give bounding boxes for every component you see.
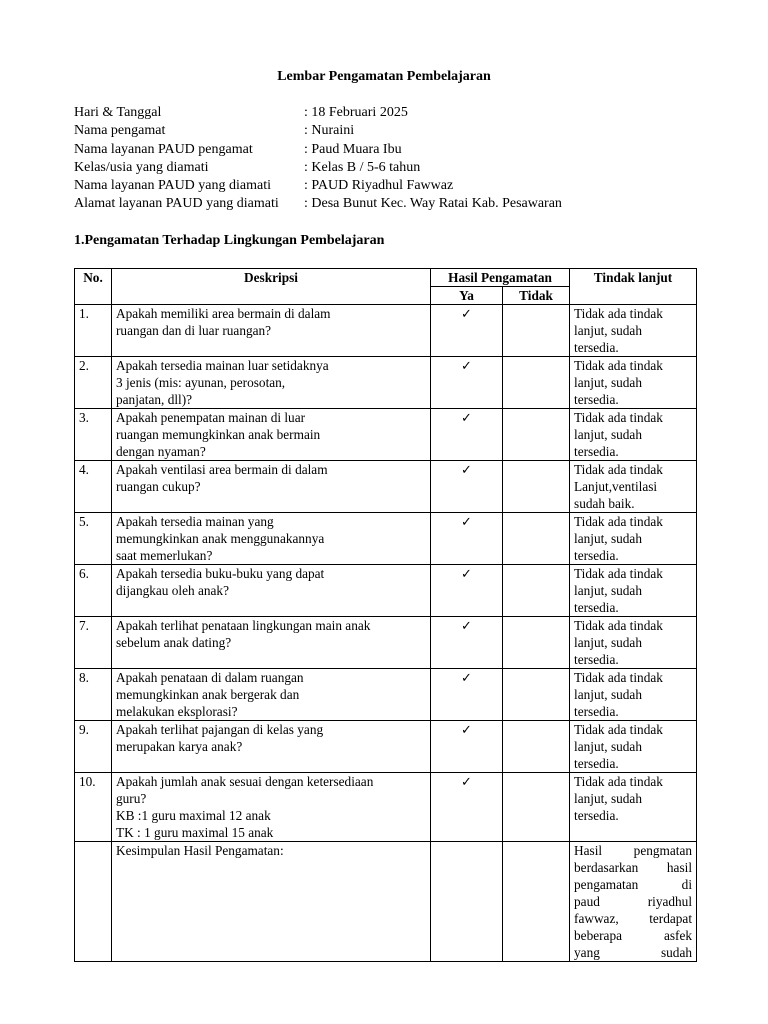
row-description-line: ruangan memungkinkan anak bermain [116,427,321,442]
cell-tidak [503,305,570,357]
row-description [112,305,431,357]
row-description-line: Apakah ventilasi area bermain di dalam [116,462,328,477]
row-number: 8. [75,669,112,721]
observation-table [74,268,697,962]
row-tindak-lanjut [570,721,697,773]
row-description-line: sebelum anak dating? [116,635,232,650]
row-number: 5. [75,513,112,565]
info-key: Nama layanan PAUD yang diamati [74,178,271,194]
document-title: Lembar Pengamatan Pembelajaran [277,69,491,84]
row-tindak-lanjut-line: Tidak ada tindak [574,462,663,477]
conclusion-empty-ya [431,842,503,962]
row-tindak-lanjut-line: lanjut, sudah [574,687,642,702]
row-description-line: melakukan eksplorasi? [116,704,238,719]
row-description-line: dengan nyaman? [116,444,206,459]
conclusion-text-line: pengamatan di [574,877,693,892]
conclusion-empty-tidak [503,842,570,962]
row-tindak-lanjut-line: lanjut, sudah [574,791,642,806]
section-title: 1.Pengamatan Terhadap Lingkungan Pembelajaran [74,233,385,248]
info-key: Nama pengamat [74,123,166,139]
table-row [75,721,697,773]
check-ya-icon: ✓ [431,669,503,721]
conclusion-text-line: paud riyadhul [574,894,693,909]
row-tindak-lanjut-line: tersedia. [574,340,619,355]
row-tindak-lanjut [570,461,697,513]
row-description-line: Apakah tersedia mainan yang [116,514,274,529]
table-row [75,305,697,357]
conclusion-row [75,842,697,962]
row-description-line: Apakah penataan di dalam ruangan [116,670,304,685]
check-ya-icon: ✓ [431,357,503,409]
info-block [74,104,562,214]
row-description-line: 3 jenis (mis: ayunan, perosotan, [116,375,286,390]
table-row [75,409,697,461]
row-tindak-lanjut-line: Tidak ada tindak [574,670,663,685]
row-description-line: Apakah penempatan mainan di luar [116,410,306,425]
row-description-line: ruangan cukup? [116,479,201,494]
row-tindak-lanjut-line: lanjut, sudah [574,323,642,338]
info-row [74,141,562,159]
row-tindak-lanjut-line: tersedia. [574,652,619,667]
check-ya-icon: ✓ [431,721,503,773]
row-tindak-lanjut [570,409,697,461]
header-no: No. [75,269,112,305]
info-value: : Desa Bunut Kec. Way Ratai Kab. Pesawaran [304,196,562,212]
table-row [75,513,697,565]
row-tindak-lanjut [570,773,697,842]
row-description [112,773,431,842]
info-row [74,177,562,195]
row-description-line: memungkinkan anak bergerak dan [116,687,300,702]
table-row [75,617,697,669]
row-description-line: Apakah tersedia buku-buku yang dapat [116,566,325,581]
table-row [75,461,697,513]
row-tindak-lanjut-line: tersedia. [574,600,619,615]
row-description-line: Apakah memiliki area bermain di dalam [116,306,331,321]
conclusion-text-line: yang sudah [574,945,693,960]
row-tindak-lanjut-line: sudah baik. [574,496,635,511]
row-number: 6. [75,565,112,617]
header-tidak: Tidak [503,287,570,305]
row-tindak-lanjut-line: Tidak ada tindak [574,514,663,529]
row-description [112,461,431,513]
row-tindak-lanjut-line: lanjut, sudah [574,375,642,390]
row-tindak-lanjut-line: tersedia. [574,704,619,719]
cell-tidak [503,617,570,669]
cell-tidak [503,409,570,461]
cell-tidak [503,357,570,409]
row-number: 4. [75,461,112,513]
header-hasil-pengamatan: Hasil Pengamatan [431,269,570,287]
row-description-line: dijangkau oleh anak? [116,583,229,598]
row-description-line: KB :1 guru maximal 12 anak [116,808,271,823]
check-ya-icon: ✓ [431,513,503,565]
conclusion-text [570,842,697,962]
row-tindak-lanjut [570,669,697,721]
row-description-line: ruangan dan di luar ruangan? [116,323,272,338]
info-key: Kelas/usia yang diamati [74,159,209,175]
row-description-line: guru? [116,791,147,806]
row-tindak-lanjut-line: tersedia. [574,392,619,407]
check-ya-icon: ✓ [431,617,503,669]
row-description-line: panjatan, dll)? [116,392,193,407]
cell-tidak [503,773,570,842]
row-tindak-lanjut-line: lanjut, sudah [574,531,642,546]
conclusion-empty-no [75,842,112,962]
row-number: 9. [75,721,112,773]
cell-tidak [503,721,570,773]
cell-tidak [503,513,570,565]
row-tindak-lanjut-line: Tidak ada tindak [574,410,663,425]
row-tindak-lanjut-line: lanjut, sudah [574,583,642,598]
row-tindak-lanjut [570,305,697,357]
row-tindak-lanjut-line: Tidak ada tindak [574,358,663,373]
row-tindak-lanjut [570,565,697,617]
check-ya-icon: ✓ [431,305,503,357]
row-tindak-lanjut-line: Tidak ada tindak [574,566,663,581]
row-tindak-lanjut-line: Tidak ada tindak [574,722,663,737]
check-ya-icon: ✓ [431,565,503,617]
info-value: : PAUD Riyadhul Fawwaz [304,178,454,194]
row-description-line: Apakah terlihat penataan lingkungan main anak [116,618,371,633]
row-tindak-lanjut-line: Lanjut,ventilasi [574,479,658,494]
row-tindak-lanjut-line: lanjut, sudah [574,427,642,442]
row-description-line: Apakah jumlah anak sesuai dengan ketersediaan [116,774,374,789]
table-row [75,565,697,617]
header-tindak-lanjut: Tindak lanjut [570,269,697,305]
info-value: : Nuraini [304,123,355,139]
info-row [74,159,562,177]
row-number: 3. [75,409,112,461]
conclusion-text-line: berdasarkan hasil [574,860,693,875]
row-tindak-lanjut-line: tersedia. [574,756,619,771]
row-number: 7. [75,617,112,669]
table-row [75,357,697,409]
row-tindak-lanjut [570,513,697,565]
row-description [112,617,431,669]
cell-tidak [503,461,570,513]
row-number: 2. [75,357,112,409]
row-description-line: Apakah tersedia mainan luar setidaknya [116,358,329,373]
conclusion-label: Kesimpulan Hasil Pengamatan: [112,842,431,962]
row-description-line: memungkinkan anak menggunakannya [116,531,325,546]
cell-tidak [503,565,570,617]
conclusion-text-line: beberapa asfek [574,928,693,943]
info-key: Alamat layanan PAUD yang diamati [74,196,279,212]
row-tindak-lanjut-line: Tidak ada tindak [574,618,663,633]
row-description [112,721,431,773]
row-description [112,513,431,565]
row-description [112,669,431,721]
row-tindak-lanjut [570,617,697,669]
row-tindak-lanjut-line: tersedia. [574,808,619,823]
cell-tidak [503,669,570,721]
row-description-line: TK : 1 guru maximal 15 anak [116,825,274,840]
table-row [75,669,697,721]
row-tindak-lanjut-line: tersedia. [574,548,619,563]
row-tindak-lanjut-line: Tidak ada tindak [574,306,663,321]
info-key: Hari & Tanggal [74,105,162,120]
header-ya: Ya [431,287,503,305]
check-ya-icon: ✓ [431,461,503,513]
row-tindak-lanjut-line: lanjut, sudah [574,739,642,754]
row-tindak-lanjut [570,357,697,409]
row-description-line: merupakan karya anak? [116,739,243,754]
info-value: : Paud Muara Ibu [304,141,402,157]
row-tindak-lanjut-line: lanjut, sudah [574,635,642,650]
info-row [74,104,562,122]
row-number: 10. [75,773,112,842]
info-row [74,195,562,213]
row-tindak-lanjut-line: Tidak ada tindak [574,774,663,789]
table-row [75,773,697,842]
row-tindak-lanjut-line: tersedia. [574,444,619,459]
header-deskripsi: Deskripsi [112,269,431,305]
check-ya-icon: ✓ [431,773,503,842]
row-description [112,357,431,409]
conclusion-text-line: fawwaz, terdapat [574,911,693,926]
info-value: : 18 Februari 2025 [304,105,408,120]
row-description [112,565,431,617]
row-description-line: saat memerlukan? [116,548,213,563]
conclusion-text-line: Hasil pengmatan [574,843,693,858]
info-key: Nama layanan PAUD pengamat [74,141,253,157]
row-description-line: Apakah terlihat pajangan di kelas yang [116,722,324,737]
row-number: 1. [75,305,112,357]
row-description [112,409,431,461]
info-value: : Kelas B / 5-6 tahun [304,159,421,175]
info-row [74,122,562,140]
check-ya-icon: ✓ [431,409,503,461]
